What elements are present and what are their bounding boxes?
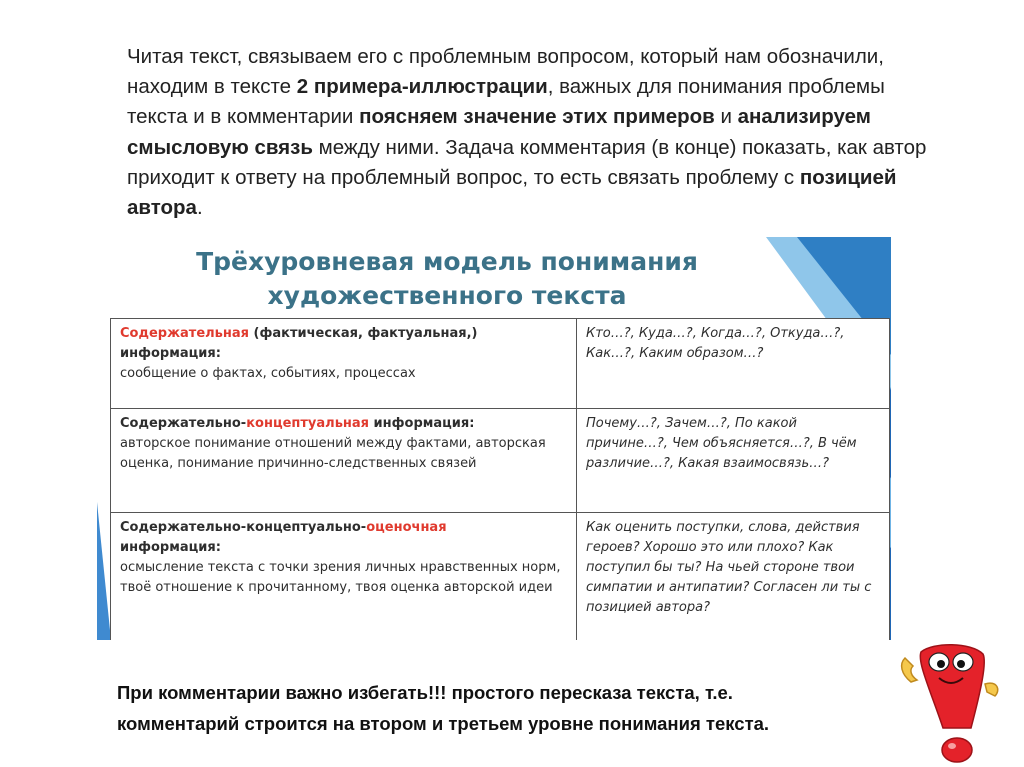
intro-bold-position: позицией автора <box>127 165 897 220</box>
level-highlight: Содержательная <box>120 326 249 341</box>
level-info-label: информация: <box>120 346 221 361</box>
level-title: Содержательная (фактическая, фактуальная,) <box>120 326 478 341</box>
intro-bold-explain: поясняем значение этих примеров <box>359 105 715 129</box>
table-row <box>111 319 890 409</box>
level-title: Содержательно-концептуально-оценочная <box>120 520 447 535</box>
level-cell <box>111 513 577 641</box>
slide-title-line1: Трёхуровневая модель понимания <box>196 247 698 276</box>
level-cell <box>111 319 577 409</box>
footer-line2: комментарий строится на втором и третьем уровне понимания текста. <box>117 713 770 734</box>
table-row <box>111 409 890 513</box>
embedded-slide <box>97 237 891 640</box>
questions-cell: Почему…?, Зачем…?, По какой причине…?, Чем объясняется…?, В чём различие…?, Какая взаимосвязь…? <box>577 409 890 513</box>
level-description: сообщение о фактах, событиях, процессах <box>120 366 416 381</box>
model-table <box>110 318 890 640</box>
intro-bold-examples: 2 примера-иллюстрации <box>296 75 548 99</box>
footer-line1: При комментарии важно избегать!!! простого пересказа текста, т.е. <box>117 682 733 703</box>
intro-text-3: и <box>714 105 738 129</box>
level-title: Содержательно-концептуальная информация: <box>120 416 475 431</box>
intro-text-4: между ними. Задача комментария (в конце) показать, как автор приходит к ответу на проблемный вопрос, то есть связать проблему с <box>127 135 927 189</box>
level-description: осмысление текста с точки зрения личных нравственных норм, твоё отношение к прочитанному, твоя оценка авторской идеи <box>120 560 561 595</box>
slide-title-line2: художественного текста <box>267 281 627 310</box>
footer-note <box>117 677 917 739</box>
level-description: авторское понимание отношений между фактами, авторская оценка, понимание причинно-следственных связей <box>120 436 546 471</box>
intro-text-1: Читая текст, связываем его с проблемным вопросом, который нам обозначили, находим в тексте <box>127 45 884 99</box>
slide-title <box>97 245 797 313</box>
intro-paragraph <box>127 42 927 223</box>
level-highlight: оценочная <box>366 520 447 535</box>
level-highlight: концептуальная <box>246 416 370 431</box>
level-info-label: информация: <box>120 540 221 555</box>
intro-text-2: , важных для понимания проблемы текста и в комментарии <box>127 75 885 129</box>
intro-bold-analyze: анализируем смысловую связь <box>127 105 871 159</box>
table-row <box>111 513 890 641</box>
exclamation-mascot-icon <box>891 640 1011 765</box>
questions-cell: Кто…?, Куда…?, Когда…?, Откуда…?, Как…?, Каким образом…? <box>577 319 890 409</box>
slide-ribbon-left <box>97 502 111 640</box>
questions-cell: Как оценить поступки, слова, действия героев? Хорошо это или плохо? Как поступил бы ты? На чьей стороне твои симпатии и антипатии? Согласен ли ты с позицией автора? <box>577 513 890 641</box>
intro-text-5: . <box>196 196 203 220</box>
level-cell <box>111 409 577 513</box>
